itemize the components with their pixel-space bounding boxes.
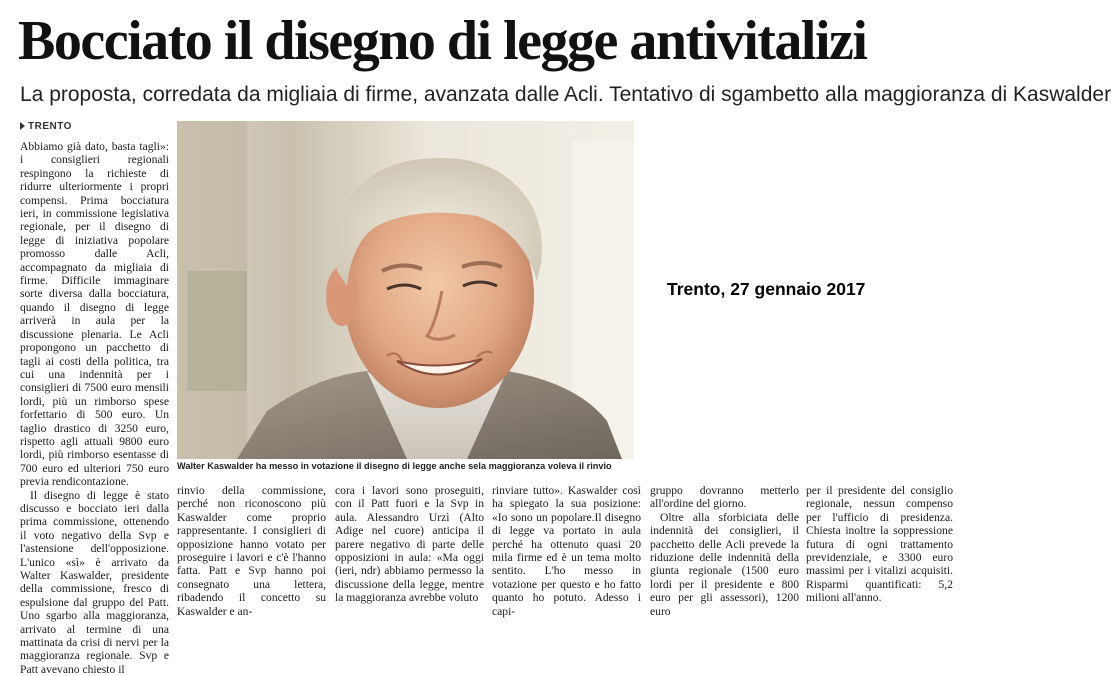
article-column-5 — [650, 484, 799, 618]
paragraph: rinvio della commissione, perché non riconoscono più Kaswalder come proprio rappresentante. I consiglieri di opposizione hanno votato per proseguire i lavori e c'è l'hanno fatta. Patt e Svp hanno poi consegnato una lettera, ribadendo il concetto su Kaswalder e an- — [177, 484, 326, 618]
paragraph: Abbiamo già dato, basta tagli»: i consiglieri regionali respingono la richieste di ridurre ulteriormente i propri compensi. Prima bocciatura ieri, in commissione legislativa regionale, per il disegno di legge di iniziativa popolare promosso dalle Acli, accompagnato da migliaia di firme. Difficile immaginare sorte diversa dalla bocciatura, quando il disegno di legge arriverà in aula per la discussione plenaria. Le Acli propongono un pacchetto di tagli ai costi della politica, tra cui una indennità per i consiglieri di 7500 euro mensili lordi, più un rimborso spese forfettario di 500 euro. Un taglio drastico di 3250 euro, rispetto agli attuali 9800 euro lordi, più rimborso esentasse di 700 euro ed ulteriori 750 euro previa rendicontazione. — [20, 140, 169, 489]
paragraph: rinviare tutto». Kaswalder così ha spiegato la sua posizione: «Io sono un popolare.Il disegno di legge va portato in aula perché ha ottenuto quasi 20 mila firme ed è un tema molto sentito. L'ho messo in votazione per questo e ho fatto quanto ho potuto. Adesso i capi- — [492, 484, 641, 618]
article-column-2 — [177, 484, 326, 618]
portrait-photo — [177, 121, 634, 459]
dateline-annotation: Trento, 27 gennaio 2017 — [667, 279, 866, 299]
triangle-marker-icon — [20, 122, 25, 130]
article-headline: Bocciato il disegno di legge antivitalizi — [18, 10, 867, 72]
paragraph: Il disegno di legge è stato discusso e bocciato ieri dalla prima commissione, ottenendo il voto negativo della Svp e l'astensione dell'opposizione. L'unico «sì» è arrivato da Walter Kaswalder, presidente della commissione, fresco di espulsione dal gruppo del Patt. Uno sgarbo alla maggioranza, arrivato al termine di una mattinata da crisi di nervi per la maggioranza regionale. Svp e Patt avevano chiesto il — [20, 488, 169, 676]
article-column-4 — [492, 484, 641, 618]
paragraph: gruppo dovranno metterlo all'ordine del giorno. — [650, 484, 799, 511]
article-photo — [177, 121, 634, 459]
location-text: TRENTO — [28, 121, 72, 132]
paragraph: per il presidente del consiglio regionale, nessun compenso per l'ufficio di presidenza. Chiesta inoltre la soppressione futura di ogni trattamento previdenziale, e 3300 euro massimi per i vitalizi acquisiti. Risparmi quantificati: 5,2 milioni all'anno. — [806, 484, 953, 605]
location-label — [20, 121, 72, 132]
article-column-3 — [335, 484, 484, 605]
photo-caption: Walter Kaswalder ha messo in votazione il disegno di legge anche sela maggioranza voleva il rinvio — [177, 461, 612, 471]
article-column-6 — [806, 484, 953, 605]
article-column-1 — [20, 140, 169, 676]
paragraph: cora i lavori sono proseguiti, con il Patt fuori e la Svp in aula. Alessandro Urzì (Alto Adige nel cuore) anticipa il parere negativo di parte delle opposizioni in aula: «Ma oggi (ieri, ndr) abbiamo permesso la discussione della legge, mentre la maggioranza avrebbe voluto — [335, 484, 484, 605]
paragraph: Oltre alla sforbiciata delle indennità dei consiglieri, il pacchetto delle Acli prevede la riduzione delle indennità della giunta regionale (1500 euro lordi per il presidente e 800 euro per gli assessori), 1200 euro — [650, 510, 799, 618]
article-subheadline: La proposta, corredata da migliaia di firme, avanzata dalle Acli. Tentativo di sgambetto alla maggioranza di Kaswalder — [20, 83, 1111, 106]
